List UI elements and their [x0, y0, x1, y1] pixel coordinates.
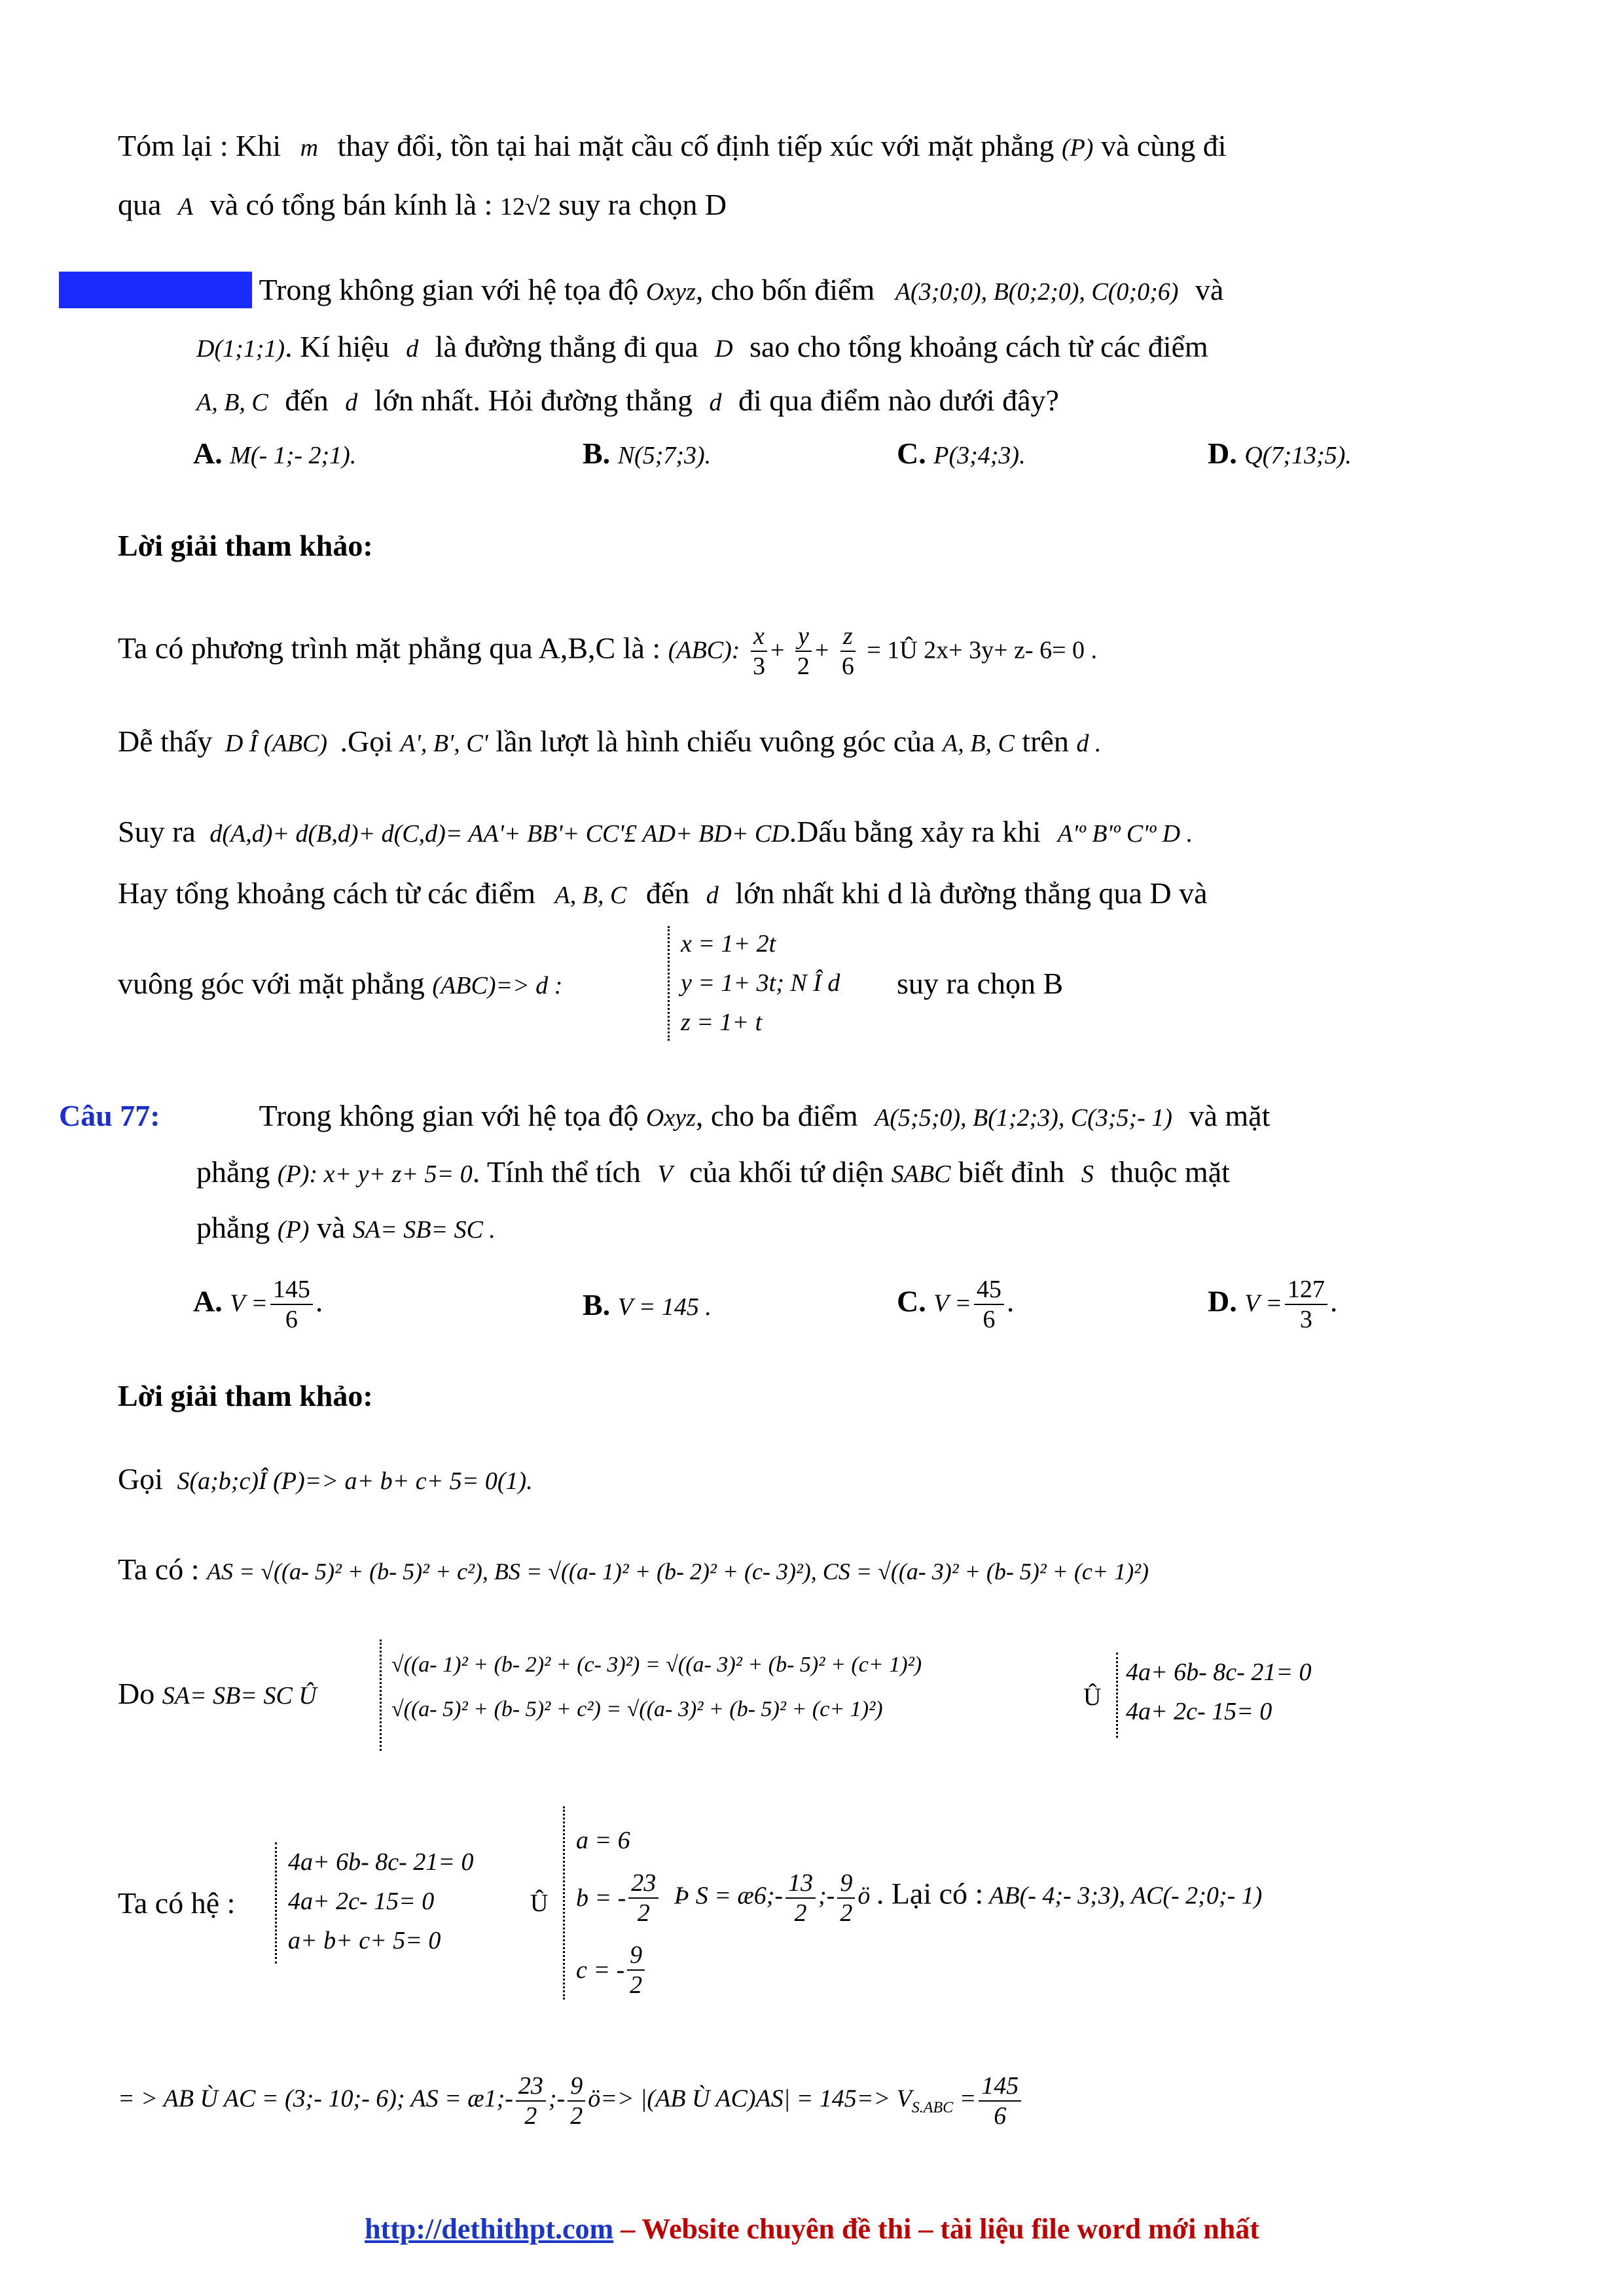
fraction: $\frac{y}{2}$ — [795, 622, 812, 681]
math: A, B, C — [554, 882, 627, 909]
math: d . — [1076, 730, 1102, 757]
text: sao cho tổng khoảng cách từ các điểm — [749, 330, 1208, 363]
denominator: 2 — [524, 2102, 537, 2130]
text: và cùng đi — [1100, 129, 1227, 162]
system-line: x = 1+ 2t — [681, 930, 776, 958]
text: . Lại có : — [876, 1876, 984, 1910]
option-key: A. — [193, 1284, 223, 1318]
fraction: $\frac{x}{3}$ — [750, 622, 768, 681]
option-key: D. — [1208, 437, 1237, 470]
text: đến — [645, 876, 690, 910]
math: S — [1081, 1160, 1094, 1188]
fraction — [785, 1869, 816, 1928]
text: Tóm lại : Khi — [118, 129, 281, 162]
question-label: Câu 76: — [59, 272, 252, 308]
denominator: 3 — [1299, 1306, 1312, 1333]
system-line: 4a+ 6b- 8c- 21= 0 — [1126, 1659, 1312, 1686]
math: A — [177, 193, 194, 221]
math: (P) — [277, 1216, 310, 1244]
fraction — [516, 2072, 546, 2130]
math: S(a;b;c)Î (P)=> a+ b+ c+ 5= 0(1). — [177, 1467, 533, 1495]
denominator: 6 — [983, 1306, 996, 1333]
footer-link[interactable]: http://dethithpt.com — [365, 2213, 614, 2245]
text: thay đổi, tồn tại hai mặt cầu cố định tiếp xúc với mặt phẳng — [337, 129, 1055, 162]
text: qua — [118, 188, 162, 221]
system-line: y = 1+ 3t; N Î d — [681, 969, 840, 997]
math: A, B, C — [943, 730, 1015, 757]
q77-solution-3 — [118, 1676, 317, 1714]
system-line: z = 1+ t — [681, 1009, 763, 1036]
fraction — [270, 1275, 313, 1334]
q76-solution-1: Ta có phương trình mặt phẳng qua A,B,C là : (ABC): $\frac{x}{3}$ + $\frac{y}{2}$ + $\frac{z}{6}$ = 1Û 2x+ 3y+ z- 6= 0 . — [118, 622, 1097, 680]
q76-system — [681, 924, 840, 1042]
system-line: 4a+ 2c- 15= 0 — [1126, 1698, 1272, 1725]
text: và có tổng bán kính là : — [209, 188, 493, 221]
math: (ABC): — [668, 636, 740, 664]
equiv-sign: Û — [530, 1890, 549, 1917]
math: A, B, C — [196, 389, 268, 416]
text: đi qua điểm nào dưới đây? — [738, 384, 1059, 417]
option-value: V = — [230, 1289, 268, 1318]
text: đến — [285, 384, 329, 417]
numerator: 9 — [837, 1869, 855, 1899]
text: suy ra chọn D — [558, 188, 727, 221]
option-value: N(5;7;3). — [617, 442, 712, 469]
text: Dễ thấy — [118, 725, 213, 758]
text: = — [959, 2085, 977, 2113]
numerator: 9 — [568, 2072, 585, 2102]
math: 12√2 — [499, 193, 551, 221]
math: d — [406, 335, 419, 363]
q76-solution-2 — [118, 723, 1101, 762]
system-line: a+ b+ c+ 5= 0 — [288, 1927, 441, 1954]
text: . Kí hiệu — [285, 330, 389, 363]
denominator: 2 — [840, 1899, 853, 1927]
numerator: 13 — [785, 1869, 816, 1899]
q77-solution-1 — [118, 1461, 533, 1499]
q76-line-2 — [196, 329, 1208, 367]
q76-option-a[interactable] — [193, 435, 356, 474]
math: V — [657, 1160, 673, 1188]
math: D — [715, 335, 733, 363]
text: = > AB Ù AC = (3;- 10;- 6); AS = æ1;- — [118, 2085, 513, 2113]
q77-system-2 — [1126, 1653, 1311, 1731]
text: và — [316, 1211, 346, 1244]
text: Do — [118, 1677, 155, 1710]
text: Þ S = æ6;- — [674, 1882, 784, 1910]
option-key: B. — [583, 1288, 611, 1321]
text: ;- — [818, 1882, 835, 1910]
math: d — [709, 389, 722, 416]
denominator: 6 — [994, 2102, 1007, 2130]
q76-option-d[interactable] — [1208, 435, 1352, 474]
math: A(5;5;0), B(1;2;3), C(3;5;- 1) — [875, 1104, 1172, 1132]
q76-conclusion: suy ra chọn B — [897, 967, 1064, 1000]
numerator: 127 — [1285, 1275, 1327, 1305]
system-line: 4a+ 6b- 8c- 21= 0 — [288, 1848, 474, 1876]
q77-option-d[interactable]: D. V = $\frac{127}{3}$ . — [1208, 1276, 1338, 1333]
q77-system-3 — [288, 1842, 473, 1960]
math: SABC — [891, 1160, 951, 1188]
math: AS = √((a- 5)² + (b- 5)² + c²), BS = √((a- 1)² + (b- 2)² + (c- 3)²), CS = √((a- 3)² + (b- 5)² + (c+ 1)²) — [207, 1558, 1149, 1585]
math: A(3;0;0), B(0;2;0), C(0;0;6) — [895, 278, 1179, 306]
system-line: √((a- 1)² + (b- 2)² + (c- 3)²) = √((a- 3)² + (b- 5)² + (c+ 1)²) — [391, 1653, 922, 1677]
text: trên — [1022, 725, 1069, 758]
system-brace — [380, 1640, 382, 1751]
denominator: 2 — [630, 1971, 643, 1999]
text: phẳng — [196, 1211, 270, 1244]
sol-c — [576, 1941, 647, 2000]
denominator: 2 — [637, 1899, 650, 1927]
option-key: D. — [1208, 1284, 1237, 1318]
intro-line-2 — [118, 187, 727, 225]
option-value: V = 145 . — [617, 1293, 712, 1321]
system-line: √((a- 5)² + (b- 5)² + c²) = √((a- 3)² + (b- 5)² + (c+ 1)²) — [391, 1697, 883, 1721]
text: Ta có : — [118, 1552, 200, 1586]
math: A'º B'º C'º D . — [1057, 820, 1193, 848]
q77-solution-5 — [118, 2072, 1024, 2130]
system-brace — [563, 1806, 565, 2000]
option-key: C. — [897, 437, 926, 470]
system-brace — [1116, 1653, 1118, 1738]
text: .Gọi — [340, 725, 393, 758]
numerator: 23 — [628, 1869, 659, 1899]
math: d(A,d)+ d(B,d)+ d(C,d)= AA'+ BB'+ CC'£ AD+ BD+ CD — [209, 820, 789, 848]
system-brace — [275, 1842, 277, 1964]
denominator: 2 — [794, 1899, 807, 1927]
text: , cho bốn điểm — [695, 273, 875, 306]
question-label: Câu 77: — [59, 1099, 160, 1132]
math: D(1;1;1) — [196, 335, 285, 363]
text: là đường thẳng đi qua — [435, 330, 698, 363]
q76-solution-3 — [118, 814, 1193, 852]
intro-line-1 — [118, 128, 1227, 166]
numerator: 145 — [979, 2072, 1021, 2102]
math: d — [345, 389, 358, 416]
fraction — [568, 2072, 585, 2130]
text: b = - — [576, 1884, 626, 1912]
option-value: V = — [1244, 1289, 1282, 1318]
math: (P): x+ y+ z+ 5= 0 — [277, 1160, 473, 1188]
math: (P) — [1061, 134, 1094, 162]
text: của khối tứ diện — [689, 1155, 884, 1189]
math: SA= SB= SC . — [352, 1216, 496, 1244]
numerator: 23 — [516, 2072, 546, 2102]
numerator: 9 — [627, 1941, 645, 1971]
text: lớn nhất. Hỏi đường thẳng — [374, 384, 693, 417]
q76-solution-4 — [118, 875, 1208, 914]
text: ö — [857, 1882, 871, 1910]
text: biết đỉnh — [958, 1155, 1065, 1189]
text: Gọi — [118, 1462, 163, 1496]
text: Ta có hệ : — [118, 1886, 236, 1920]
math: m — [300, 134, 319, 162]
equiv-sign: Û — [1083, 1683, 1102, 1711]
text: c = - — [576, 1956, 625, 1984]
fraction — [979, 2072, 1021, 2130]
math: AB(- 4;- 3;3), AC(- 2;0;- 1) — [989, 1882, 1263, 1910]
system-brace — [668, 926, 670, 1041]
text: Hay tổng khoảng cách từ các điểm — [118, 876, 536, 910]
fraction — [627, 1941, 645, 2000]
option-value: P(3;4;3). — [933, 442, 1026, 469]
q77-system-1 — [391, 1643, 922, 1732]
text: . Tính thể tích — [472, 1155, 641, 1189]
option-key: A. — [193, 437, 223, 470]
fraction: $\frac{z}{6}$ — [841, 622, 854, 680]
denominator: 2 — [570, 2102, 583, 2130]
text: Ta có phương trình mặt phẳng qua A,B,C là : — [118, 631, 661, 665]
q76-solution-5 — [118, 965, 562, 1004]
math: D Î (ABC) — [225, 730, 328, 757]
fraction — [837, 1869, 855, 1928]
q76-option-b[interactable] — [583, 435, 711, 474]
system-line: 4a+ 2c- 15= 0 — [288, 1888, 435, 1915]
text: Trong không gian với hệ tọa độ — [259, 273, 639, 306]
q77-option-a[interactable]: A. V = $\frac{145}{6}$ . — [193, 1276, 323, 1333]
math: (ABC)=> d : — [432, 972, 563, 999]
subscript: S.ABC — [911, 2099, 954, 2117]
math: Oxyz — [645, 1104, 696, 1132]
text: ö=> |(AB Ù AC)AS| = 145=> V — [588, 2085, 912, 2113]
text: .Dấu bằng xảy ra khi — [789, 815, 1041, 848]
sol-a: a = 6 — [576, 1827, 630, 1854]
math: = 1Û 2x+ 3y+ z- 6= 0 . — [867, 636, 1097, 664]
q76-option-c[interactable] — [897, 435, 1026, 474]
text: ;- — [548, 2085, 566, 2113]
option-key: C. — [897, 1284, 926, 1318]
text: Suy ra — [118, 815, 196, 848]
q77-solution-title: Lời giải tham khảo: — [118, 1379, 373, 1412]
q77-line-2 — [196, 1154, 1230, 1193]
text: phẳng — [196, 1155, 270, 1189]
point-S — [674, 1869, 1262, 1928]
numerator: 45 — [974, 1275, 1004, 1305]
q76-line-3 — [196, 382, 1059, 421]
option-key: B. — [583, 437, 611, 470]
text: lớn nhất khi d là đường thẳng qua D và — [735, 876, 1208, 910]
fraction — [974, 1275, 1004, 1334]
option-value: Q(7;13;5). — [1244, 442, 1352, 469]
q77-solution-4 — [118, 1885, 235, 1922]
text: thuộc mặt — [1110, 1155, 1230, 1189]
text: Trong không gian với hệ tọa độ — [259, 1099, 639, 1132]
footer — [0, 2212, 1624, 2246]
math: d — [706, 882, 719, 909]
math: A', B', C' — [400, 730, 488, 757]
option-value: V = — [933, 1289, 971, 1318]
math: SA= SB= SC Û — [162, 1682, 317, 1710]
fraction — [628, 1869, 659, 1928]
text: và mặt — [1189, 1099, 1271, 1132]
q77-line-3 — [196, 1210, 496, 1248]
option-value: M(- 1;- 2;1). — [230, 442, 357, 469]
math: Oxyz — [645, 278, 696, 306]
fraction — [1285, 1275, 1327, 1334]
footer-text: – Website chuyên đề thi – tài liệu file word mới nhất — [613, 2213, 1259, 2245]
q76-solution-title: Lời giải tham khảo: — [118, 529, 373, 562]
q77-option-b[interactable] — [583, 1275, 712, 1339]
denominator: 6 — [285, 1306, 298, 1333]
text: và — [1195, 273, 1224, 306]
q76-line-1 — [59, 272, 1223, 310]
text: vuông góc với mặt phẳng — [118, 967, 425, 1000]
q77-solution-2 — [118, 1551, 1149, 1590]
sol-b — [576, 1869, 661, 1928]
text: , cho ba điểm — [695, 1099, 858, 1132]
numerator: 145 — [270, 1275, 313, 1305]
text: lần lượt là hình chiếu vuông góc của — [496, 725, 935, 758]
q77-option-c[interactable]: C. V = $\frac{45}{6}$ . — [897, 1276, 1015, 1333]
q77-line-1 — [59, 1098, 1270, 1136]
